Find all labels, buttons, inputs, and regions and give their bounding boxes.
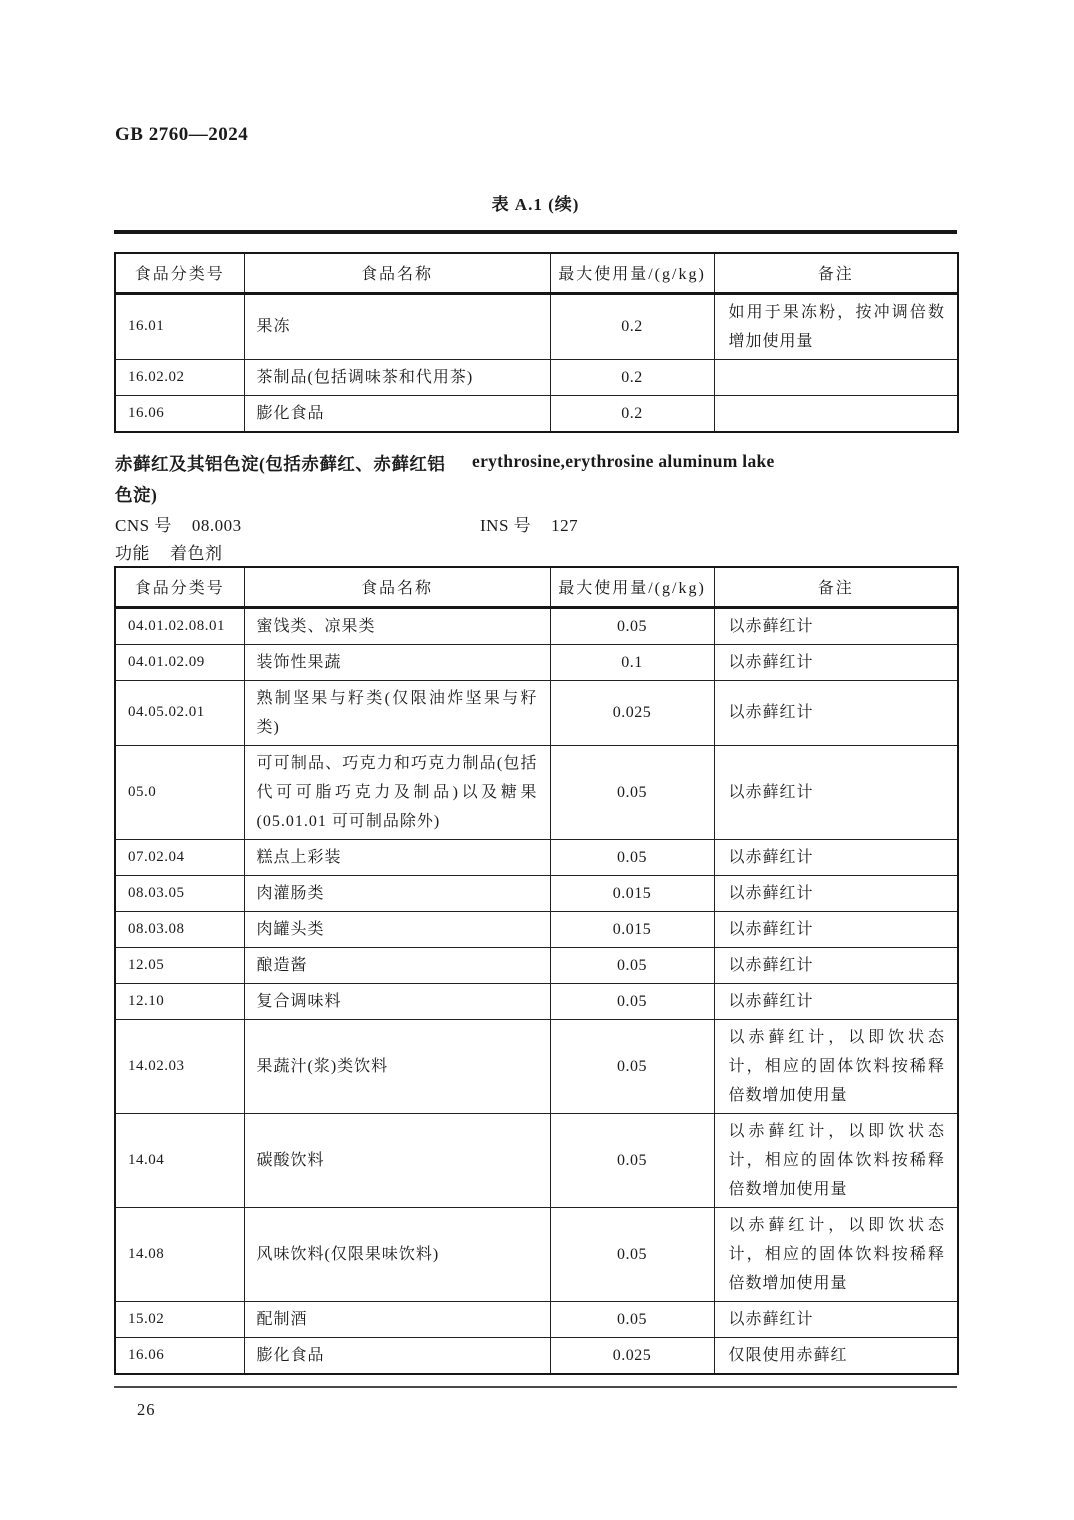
food-category-code: 08.03.05 [115, 875, 244, 911]
page-number: 26 [137, 1400, 156, 1419]
col-header-remark: 备注 [714, 253, 958, 293]
max-usage: 0.2 [550, 359, 714, 395]
food-name: 风味饮料(仅限果味饮料) [244, 1207, 550, 1301]
table-a1-top [114, 252, 959, 433]
table-row [115, 680, 958, 745]
max-usage: 0.05 [550, 745, 714, 839]
food-category-code: 14.02.03 [115, 1019, 244, 1113]
table-header-row [115, 567, 958, 607]
col-header-remark: 备注 [714, 567, 958, 607]
remark: 如用于果冻粉，按冲调倍数增加使用量 [714, 293, 958, 359]
food-category-code: 16.01 [115, 293, 244, 359]
max-usage: 0.05 [550, 1207, 714, 1301]
remark [714, 359, 958, 395]
food-category-code: 08.03.08 [115, 911, 244, 947]
table-row [115, 875, 958, 911]
remark: 以赤藓红计，以即饮状态计，相应的固体饮料按稀释倍数增加使用量 [714, 1207, 958, 1301]
max-usage: 0.015 [550, 911, 714, 947]
food-name: 膨化食品 [244, 1337, 550, 1374]
col-header-max-usage: 最大使用量/(g/kg) [550, 567, 714, 607]
ins-value: 127 [551, 516, 579, 535]
food-name: 糕点上彩装 [244, 839, 550, 875]
max-usage: 0.025 [550, 1337, 714, 1374]
food-name: 果冻 [244, 293, 550, 359]
table-row [115, 1207, 958, 1301]
table-row [115, 1113, 958, 1207]
table-row [115, 1301, 958, 1337]
table-row [115, 395, 958, 432]
food-category-code: 12.10 [115, 983, 244, 1019]
max-usage: 0.05 [550, 947, 714, 983]
food-category-code: 04.05.02.01 [115, 680, 244, 745]
food-category-code: 07.02.04 [115, 839, 244, 875]
food-category-code: 16.02.02 [115, 359, 244, 395]
max-usage: 0.05 [550, 1301, 714, 1337]
food-name: 酿造酱 [244, 947, 550, 983]
col-header-max-usage: 最大使用量/(g/kg) [550, 253, 714, 293]
remark: 以赤藓红计 [714, 875, 958, 911]
remark: 以赤藓红计 [714, 680, 958, 745]
food-name: 装饰性果蔬 [244, 644, 550, 680]
max-usage: 0.05 [550, 839, 714, 875]
function-value: 着色剂 [170, 544, 223, 563]
food-category-code: 12.05 [115, 947, 244, 983]
col-header-category: 食品分类号 [115, 253, 244, 293]
food-category-code: 14.04 [115, 1113, 244, 1207]
food-name: 果蔬汁(浆)类饮料 [244, 1019, 550, 1113]
food-name: 复合调味料 [244, 983, 550, 1019]
table-title: 表 A.1 (续) [491, 195, 580, 214]
food-name: 肉罐头类 [244, 911, 550, 947]
food-name: 肉灌肠类 [244, 875, 550, 911]
max-usage: 0.025 [550, 680, 714, 745]
food-name: 膨化食品 [244, 395, 550, 432]
remark: 以赤藓红计，以即饮状态计，相应的固体饮料按稀释倍数增加使用量 [714, 1113, 958, 1207]
footer-rule [114, 1386, 957, 1388]
table-header-row [115, 253, 958, 293]
table-row [115, 839, 958, 875]
additive-name-en: erythrosine,erythrosine aluminum lake [472, 451, 775, 471]
table-row [115, 1019, 958, 1113]
additive-heading-line2: 色淀) [115, 485, 158, 505]
table-row [115, 293, 958, 359]
additive-name-cn: 赤藓红及其铝色淀(包括赤藓红、赤藓红铝 [115, 454, 446, 474]
function-label: 功能 [115, 544, 150, 563]
max-usage: 0.05 [550, 1019, 714, 1113]
table-row [115, 644, 958, 680]
max-usage: 0.05 [550, 1113, 714, 1207]
max-usage: 0.015 [550, 875, 714, 911]
cns-value: 08.003 [191, 516, 242, 535]
table-row [115, 1337, 958, 1374]
col-header-category: 食品分类号 [115, 567, 244, 607]
col-header-food-name: 食品名称 [244, 253, 550, 293]
remark: 以赤藓红计 [714, 983, 958, 1019]
table-row [115, 983, 958, 1019]
max-usage: 0.2 [550, 293, 714, 359]
food-category-code: 04.01.02.09 [115, 644, 244, 680]
table-row [115, 911, 958, 947]
additive-heading-line1 [115, 451, 957, 476]
food-category-code: 16.06 [115, 395, 244, 432]
col-header-food-name: 食品名称 [244, 567, 550, 607]
table-a1-erythrosine [114, 566, 959, 1375]
remark: 以赤藓红计 [714, 839, 958, 875]
food-category-code: 04.01.02.08.01 [115, 607, 244, 644]
remark: 以赤藓红计，以即饮状态计，相应的固体饮料按稀释倍数增加使用量 [714, 1019, 958, 1113]
remark: 以赤藓红计 [714, 745, 958, 839]
remark [714, 395, 958, 432]
food-category-code: 05.0 [115, 745, 244, 839]
food-name: 茶制品(包括调味茶和代用茶) [244, 359, 550, 395]
cns-ins-line [115, 511, 957, 536]
food-name: 可可制品、巧克力和巧克力制品(包括代可可脂巧克力及制品)以及糖果(05.01.01 可可制品除外) [244, 745, 550, 839]
function-line [115, 539, 957, 564]
food-name: 蜜饯类、凉果类 [244, 607, 550, 644]
remark: 以赤藓红计 [714, 911, 958, 947]
food-name: 熟制坚果与籽类(仅限油炸坚果与籽类) [244, 680, 550, 745]
cns-label: CNS 号 [115, 516, 172, 535]
remark: 以赤藓红计 [714, 1301, 958, 1337]
table-row [115, 359, 958, 395]
table-row [115, 745, 958, 839]
ins-group [480, 511, 578, 536]
max-usage: 0.1 [550, 644, 714, 680]
table-row [115, 947, 958, 983]
remark: 以赤藓红计 [714, 947, 958, 983]
ins-label: INS 号 [480, 516, 532, 535]
doc-code: GB 2760—2024 [115, 124, 249, 145]
food-category-code: 15.02 [115, 1301, 244, 1337]
remark: 以赤藓红计 [714, 644, 958, 680]
food-name: 碳酸饮料 [244, 1113, 550, 1207]
remark: 仅限使用赤藓红 [714, 1337, 958, 1374]
remark: 以赤藓红计 [714, 607, 958, 644]
title-rule [114, 230, 957, 234]
table-row [115, 607, 958, 644]
food-category-code: 14.08 [115, 1207, 244, 1301]
max-usage: 0.05 [550, 983, 714, 1019]
food-name: 配制酒 [244, 1301, 550, 1337]
max-usage: 0.2 [550, 395, 714, 432]
max-usage: 0.05 [550, 607, 714, 644]
food-category-code: 16.06 [115, 1337, 244, 1374]
